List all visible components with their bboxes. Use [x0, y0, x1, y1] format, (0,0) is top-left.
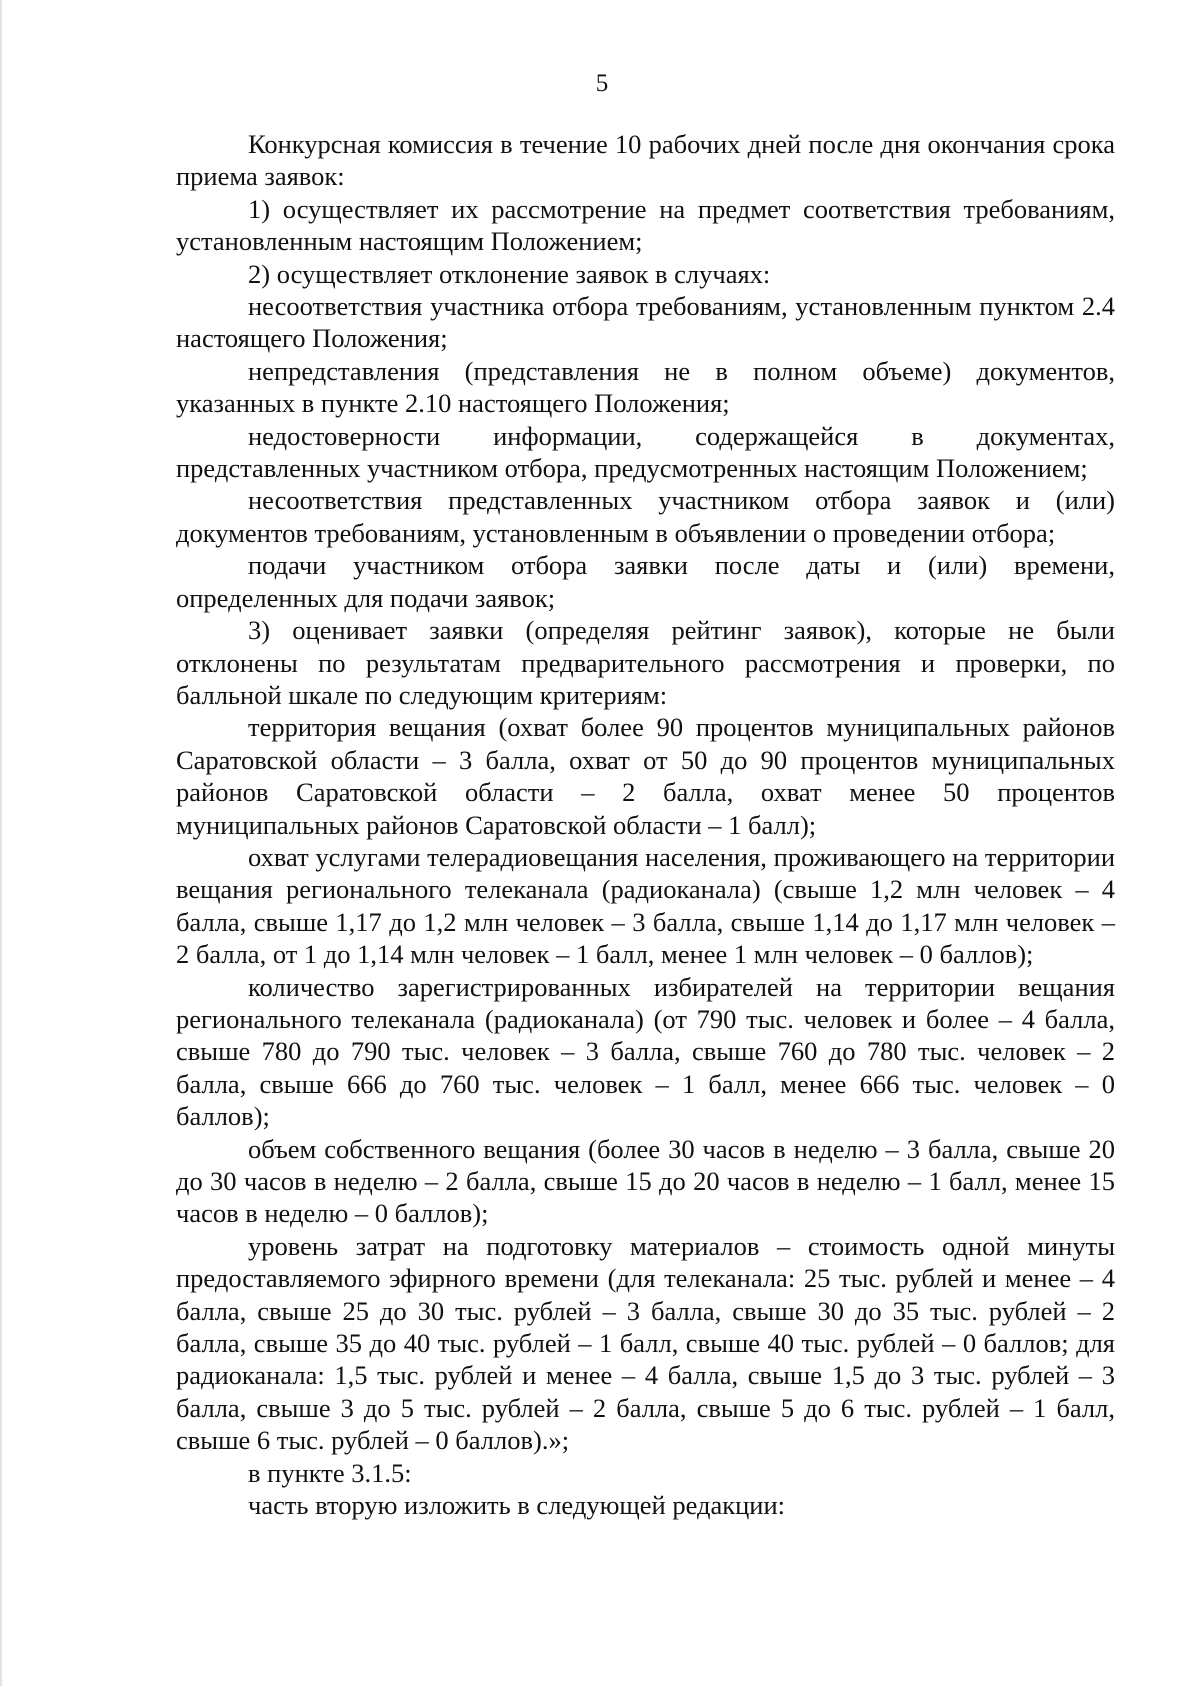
- paragraph: количество зарегистрированных избирателей на территории вещания регионального телеканала (радиоканала) (от 790 тыс. человек и более – 4 балла, свыше 780 до 790 тыс. человек – 3 балла, свыше 760 до 780 тыс. человек – 2 балла, свыше 666 до 760 тыс. человек – 1 балл, менее 666 тыс. человек – 0 баллов);: [176, 971, 1115, 1132]
- paragraph: непредставления (представления не в полном объеме) документов, указанных в пункте 2.10 настоящего Положения;: [176, 355, 1115, 419]
- paragraph: 1) осуществляет их рассмотрение на предмет соответствия требованиям, установленным настоящим Положением;: [176, 193, 1115, 257]
- paragraph: охват услугами телерадиовещания населения, проживающего на территории вещания регионального телеканала (радиоканала) (свыше 1,2 млн человек – 4 балла, свыше 1,17 до 1,2 млн человек – 3 балла, свыше 1,14 до 1,17 млн человек – 2 балла, от 1 до 1,14 млн человек – 1 балл, менее 1 млн человек – 0 баллов);: [176, 841, 1115, 970]
- paragraph: недостоверности информации, содержащейся в документах, представленных участником отбора, предусмотренных настоящим Положением;: [176, 420, 1115, 484]
- document-body: [176, 128, 1115, 1521]
- paragraph: 2) осуществляет отклонение заявок в случаях:: [248, 258, 771, 289]
- paragraph: несоответствия участника отбора требованиям, установленным пунктом 2.4 настоящего Положения;: [176, 291, 1115, 354]
- paragraph: подачи участником отбора заявки после даты и (или) времени, определенных для подачи заявок;: [176, 550, 1115, 613]
- paragraph: объем собственного вещания (более 30 часов в неделю – 3 балла, свыше 20 до 30 часов в неделю – 2 балла, свыше 15 до 20 часов в неделю – 1 балл, менее 15 часов в неделю – 0 баллов);: [176, 1133, 1115, 1229]
- page-number: 5: [595, 70, 609, 97]
- paragraph: территория вещания (охват более 90 процентов муниципальных районов Саратовской области – 3 балла, охват от 50 до 90 процентов муниципальных районов Саратовской области – 2 балла, охват менее 50 процентов муниципальных районов Саратовской области – 1 балл);: [176, 712, 1115, 840]
- paragraph: часть вторую изложить в следующей редакции:: [248, 1490, 786, 1521]
- paragraph: несоответствия представленных участником отбора заявок и (или) документов требованиям, установленным в объявлении о проведении отбора;: [176, 485, 1115, 548]
- paragraph: 3) оценивает заявки (определяя рейтинг заявок), которые не были отклонены по результатам предварительного рассмотрения и проверки, по балльной шкале по следующим критериям:: [176, 615, 1115, 710]
- paragraph: уровень затрат на подготовку материалов – стоимость одной минуты предоставляемого эфирного времени (для телеканала: 25 тыс. рублей и менее – 4 балла, свыше 25 до 30 тыс. рублей – 3 балла, свыше 30 до 35 тыс. рублей – 2 балла, свыше 35 до 40 тыс. рублей – 1 балл, свыше 40 тыс. рублей – 0 баллов; для радиоканала: 1,5 тыс. рублей и менее – 4 балла, свыше 1,5 до 3 тыс. рублей – 3 балла, свыше 3 до 5 тыс. рублей – 2 балла, свыше 5 до 6 тыс. рублей – 1 балл, свыше 6 тыс. рублей – 0 баллов).»;: [176, 1230, 1115, 1456]
- paragraph: Конкурсная комиссия в течение 10 рабочих дней после дня окончания срока приема заявок:: [176, 129, 1115, 192]
- paragraph: в пункте 3.1.5:: [248, 1457, 412, 1488]
